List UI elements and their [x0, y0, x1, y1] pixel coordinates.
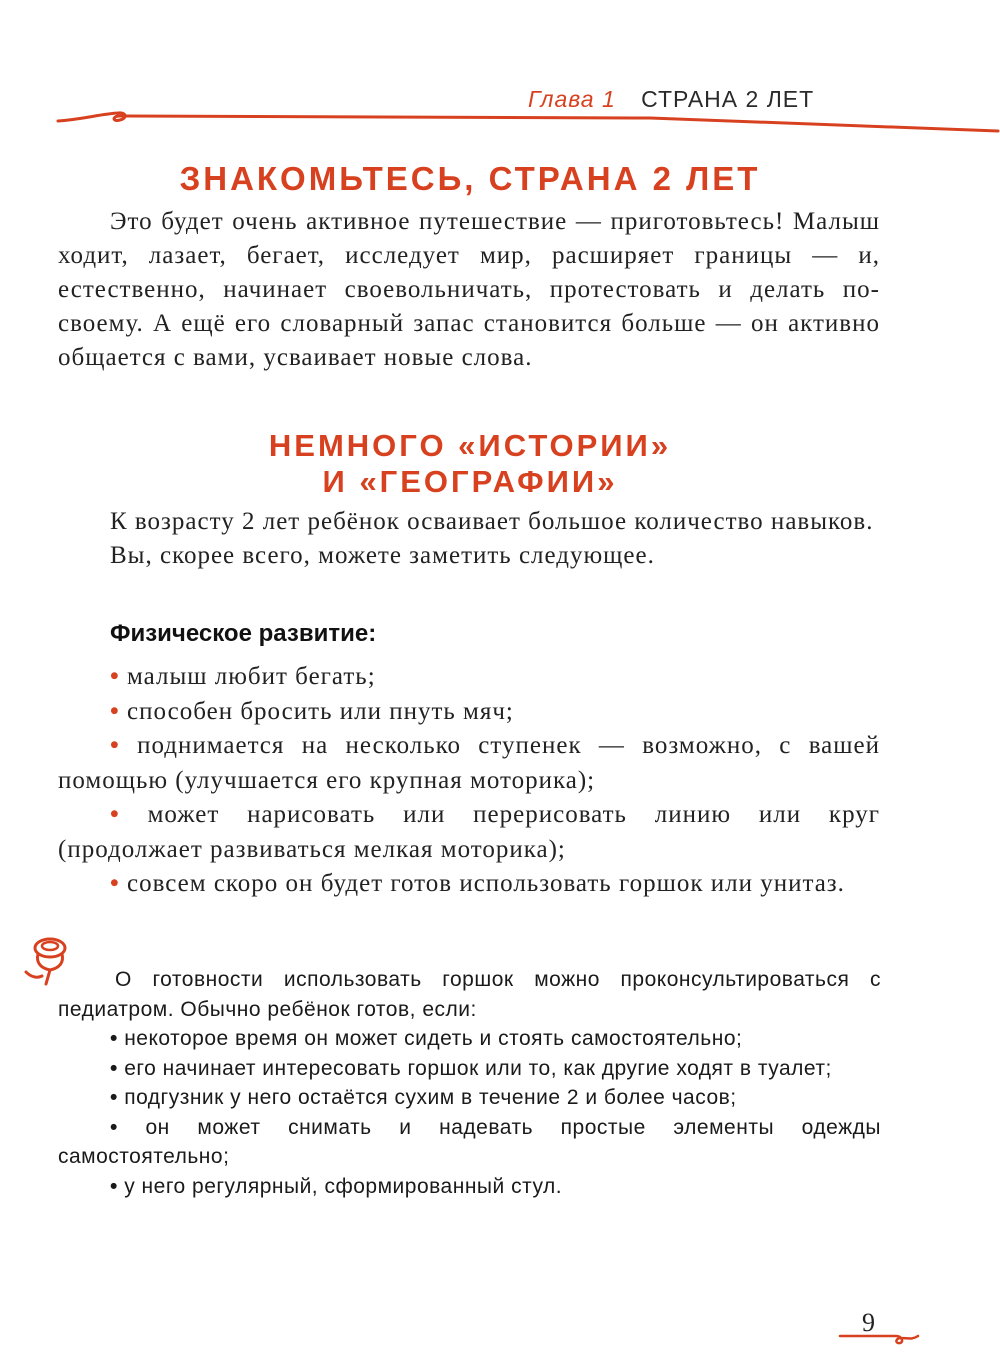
bullet-icon: • — [110, 801, 120, 828]
list-item: • способен бросить или пнуть мяч; — [110, 697, 514, 725]
intro-text — [58, 205, 880, 375]
section-heading-history — [0, 428, 940, 500]
section-heading-line1: НЕМНОГО «ИСТОРИИ» — [268, 428, 672, 463]
footer-swash — [838, 1330, 928, 1350]
list-item: • подгузник у него остаётся сухим в течение 2 и более часов; — [110, 1086, 737, 1109]
skills-paragraph: К возрасту 2 лет ребёнок осваивает большое количество навыков. — [110, 508, 874, 535]
page-number: 9 — [862, 1308, 875, 1337]
running-head — [528, 86, 814, 113]
physical-list — [58, 660, 880, 902]
bullet-icon: • — [110, 1086, 118, 1109]
bullet-icon: • — [110, 732, 120, 759]
section-heading-meet: ЗНАКОМЬТЕСЬ, СТРАНА 2 ЛЕТ — [179, 160, 761, 197]
chapter-title: СТРАНА 2 ЛЕТ — [641, 86, 815, 112]
list-item: • у него регулярный, сформированный стул. — [110, 1174, 563, 1198]
intro-paragraph: Это будет очень активное путешествие — приготовьтесь! Малыш ходит, лазает, бегает, исследует мир, расширяет границы — и, естественно, начинает своевольничать, протестовать и делать по-своему. А ещё его словарный запас становится больше — он активно общается с вами, усваивает новые слова. — [58, 208, 880, 371]
list-item: • его начинает интересовать горшок или то, как другие ходят в туалет; — [110, 1056, 832, 1080]
bullet-icon: • — [110, 663, 120, 690]
list-item: • может нарисовать или перерисовать линию или круг (продолжает развиваться мелкая моторика); — [58, 801, 880, 863]
list-item: • малыш любит бегать; — [110, 663, 376, 690]
section-heading-line2: И «ГЕОГРАФИИ» — [322, 464, 618, 499]
list-item: • поднимается на несколько ступенек — возможно, с вашей помощью (улучшается его крупная моторика); — [58, 732, 881, 794]
list-item: • он может снимать и надевать простые элементы одежды самостоятельно; — [58, 1115, 881, 1168]
potty-note — [58, 965, 881, 1201]
list-item: • некоторое время он может сидеть и стоять самостоятельно; — [110, 1027, 743, 1050]
notice-paragraph: Вы, скорее всего, можете заметить следующее. — [110, 542, 655, 569]
list-item: • совсем скоро он будет готов использовать горшок или унитаз. — [110, 870, 845, 897]
bullet-icon: • — [110, 870, 120, 897]
bullet-icon: • — [110, 1056, 118, 1080]
skills-text — [58, 505, 880, 573]
physical-development-heading: Физическое развитие: — [110, 620, 377, 647]
bullet-icon: • — [110, 1115, 118, 1139]
header-rule — [0, 0, 1000, 140]
chapter-label: Глава 1 — [528, 86, 616, 112]
note-intro: О готовности использовать горшок можно проконсультироваться с педиатром. Обычно ребёнок готов, если: — [58, 968, 881, 1021]
bullet-icon: • — [110, 1174, 118, 1198]
bullet-icon: • — [110, 697, 120, 725]
bullet-icon: • — [110, 1027, 118, 1050]
